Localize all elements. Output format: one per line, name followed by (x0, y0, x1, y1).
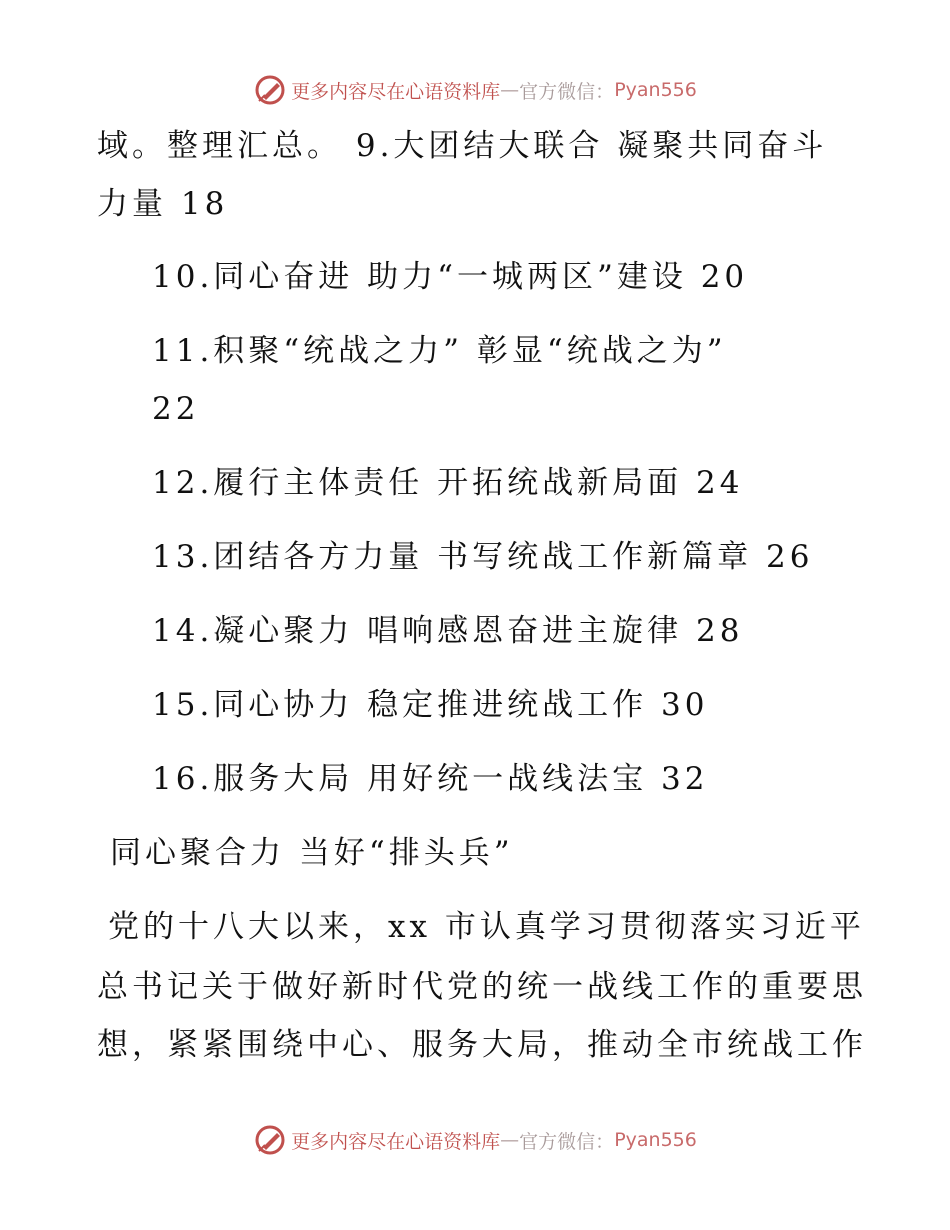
watermark-banner-bottom (0, 1120, 950, 1160)
paragraph-line-3: 想，紧紧围绕中心、服务大局，推动全市统战工作 (97, 1027, 867, 1063)
body-line-1: 域。整理汇总。 9.大团结大联合 凝聚共同奋斗 (97, 128, 828, 164)
toc-item-14: 14.凝心聚力 唱响感恩奋进主旋律 28 (152, 613, 744, 649)
toc-item-11-page: 22 (152, 391, 200, 427)
watermark-wechat-label: 官方微信： (519, 80, 615, 103)
body-line-2: 力量 18 (97, 186, 229, 222)
paragraph-line-1: 党的十八大以来，xx 市认真学习贯彻落实习近平 (108, 909, 865, 945)
watermark-text: 更多内容尽在心语资料库 (291, 1130, 501, 1153)
toc-item-12: 12.履行主体责任 开拓统战新局面 24 (152, 465, 744, 501)
pen-seal-logo-icon (253, 73, 287, 107)
toc-item-16: 16.服务大局 用好统一战线法宝 32 (152, 761, 709, 797)
watermark-text: 更多内容尽在心语资料库 (291, 80, 501, 103)
watermark-dash: — (500, 1129, 520, 1151)
watermark-wechat-label: 官方微信： (519, 1130, 615, 1153)
paragraph-line-2: 总书记关于做好新时代党的统一战线工作的重要思 (97, 969, 867, 1005)
toc-item-11: 11.积聚“统战之力” 彰显“统战之为” (152, 333, 727, 369)
watermark-banner-top (0, 70, 950, 110)
watermark-account: Pyan556 (614, 79, 697, 101)
watermark-dash: — (500, 79, 520, 101)
toc-item-10: 10.同心奋进 助力“一城两区”建设 20 (152, 259, 749, 295)
section-heading: 同心聚合力 当好“排头兵” (110, 835, 514, 871)
watermark-account: Pyan556 (614, 1129, 697, 1151)
toc-item-13: 13.团结各方力量 书写统战工作新篇章 26 (152, 539, 814, 575)
pen-seal-logo-icon (253, 1123, 287, 1157)
toc-item-15: 15.同心协力 稳定推进统战工作 30 (152, 687, 709, 723)
